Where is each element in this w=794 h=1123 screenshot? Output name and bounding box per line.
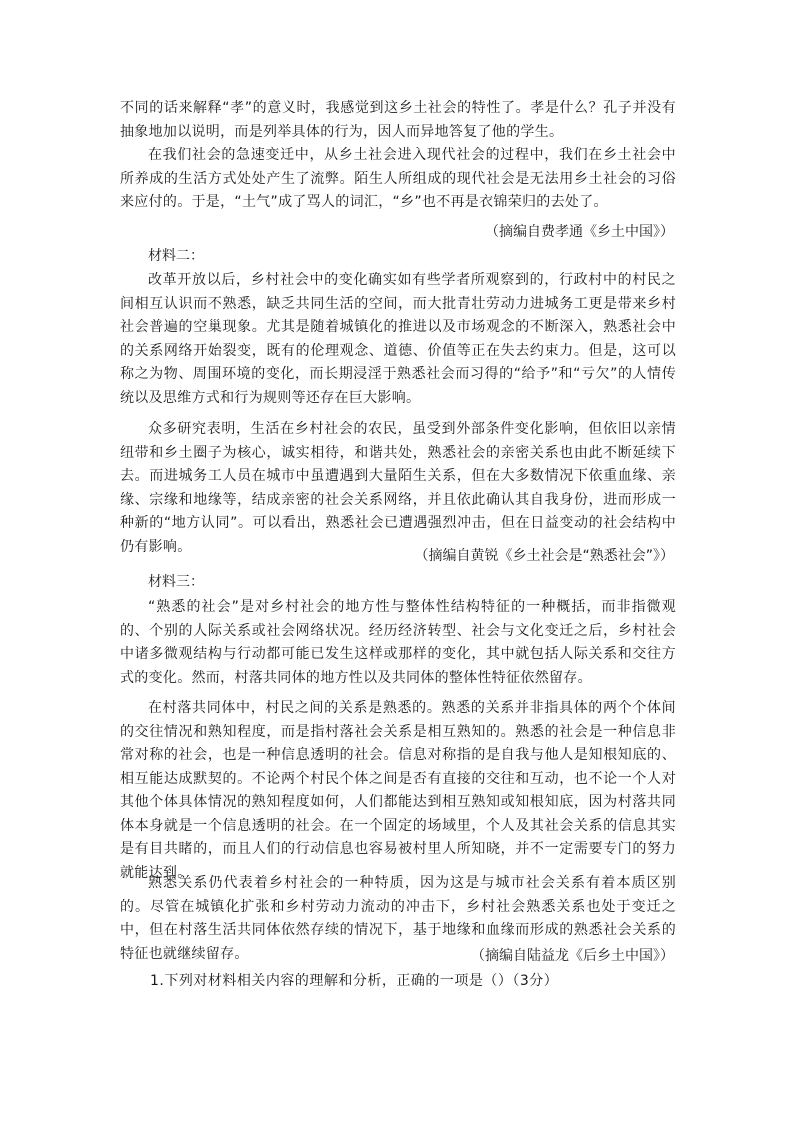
- paragraph-xiao: 不同的话来解释“孝”的意义时，我感觉到这乡土社会的特性了。孝是什么？孔子并没有抽象地加以说明，而是列举具体的行为，因人而异地答复了他的学生。: [120, 100, 676, 140]
- material-3-label: 材料三：: [148, 574, 204, 590]
- source-citation-2: （摘编自黄锐《乡土社会是“熟悉社会”》）: [414, 548, 674, 564]
- paragraph-familiar-relations: 熟悉关系仍代表着乡村社会的一种特质，因为这是与城市社会关系有着本质区别的。尽管在城镇化扩张和乡村劳动力流动的冲击下，乡村社会熟悉关系也处于变迁之中，但在村落生活共同体依然存续的情况下，基于地缘和血缘而形成的熟悉社会关系的特征也就继续留存。: [120, 875, 676, 962]
- paragraph-village-community: 在村落共同体中，村民之间的关系是熟悉的。熟悉的关系并非指具体的两个个体间的交往情况和熟知程度，而是指村落社会关系是相互熟知的。熟悉的社会是一种信息非常对称的社会，也是一种信息透明的社会。信息对称指的是自我与他人是知根知底的、相互能达成默契的。不论两个村民个体之间是否有直接的交往和互动，也不论一个人对其他个体具体情况的熟知程度如何，人们都能达到相互熟知或知根知底，因为村落共同体本身就是一个信息透明的社会。在一个固定的场域里，个人及其社会关系的信息其实是有目共睹的，而且人们的行动信息也容易被村里人所知晓，并不一定需要专门的努力就能达到。: [120, 700, 676, 881]
- source-citation-3: （摘编自陆益龙《后乡土中国》）: [471, 948, 674, 964]
- paragraph-reform: 改革开放以后，乡村社会中的变化确实如有些学者所观察到的，行政村中的村民之间相互认识而不熟悉，缺乏共同生活的空间，而大批青壮劳动力进城务工更是带来乡村社会普遍的空巢现象。尤其是随着城镇化的推进以及市场观念的不断深入，熟悉社会中的关系网络开始裂变，既有的伦理观念、道德、价值等正在失去约束力。但是，这可以称之为物、周围环境的变化，而长期浸淫于熟悉社会而习得的“给予”和“亏欠”的人情传统以及思维方式和行为规则等还存在巨大影响。: [120, 272, 676, 406]
- material-2-label: 材料二：: [148, 248, 204, 264]
- paragraph-rapid-change: 在我们社会的急速变迁中，从乡土社会进入现代社会的过程中，我们在乡土社会中所养成的生活方式处处产生了流弊。陌生人所组成的现代社会是无法用乡土社会的习俗来应付的。于是，“土气”成了骂人的词汇，“乡”也不再是衣锦荣归的去处了。: [120, 147, 676, 210]
- paragraph-familiar-society: “熟悉的社会”是对乡村社会的地方性与整体性结构特征的一种概括，而非指微观的、个别的人际关系或社会网络状况。经历经济转型、社会与文化变迁之后，乡村社会中诸多微观结构与行动都可能已发生这样或那样的变化，其中就包括人际关系和交往方式的变化。然而，村落共同体的地方性以及共同体的整体性特征依然留存。: [120, 599, 676, 686]
- question-1: 1.下列对材料相关内容的理解和分析，正确的一项是（）（3分）: [150, 973, 559, 989]
- paragraph-research: 众多研究表明，生活在乡村社会的农民，虽受到外部条件变化影响，但依旧以亲情纽带和乡土圈子为核心，诚实相待，和谐共处，熟悉社会的亲密关系也由此不断延续下去。而进城务工人员在城市中虽遭遇到大量陌生关系，但在大多数情况下依重血缘、亲缘、宗缘和地缘等，结成亲密的社会关系网络，并且依此确认其自我身份，进而形成一种新的“地方认同”。可以看出，熟悉社会已遭遇强烈冲击，但在日益变动的社会结构中仍有影响。: [120, 421, 676, 555]
- source-citation-1: （摘编自费孝通《乡土中国》）: [485, 224, 674, 240]
